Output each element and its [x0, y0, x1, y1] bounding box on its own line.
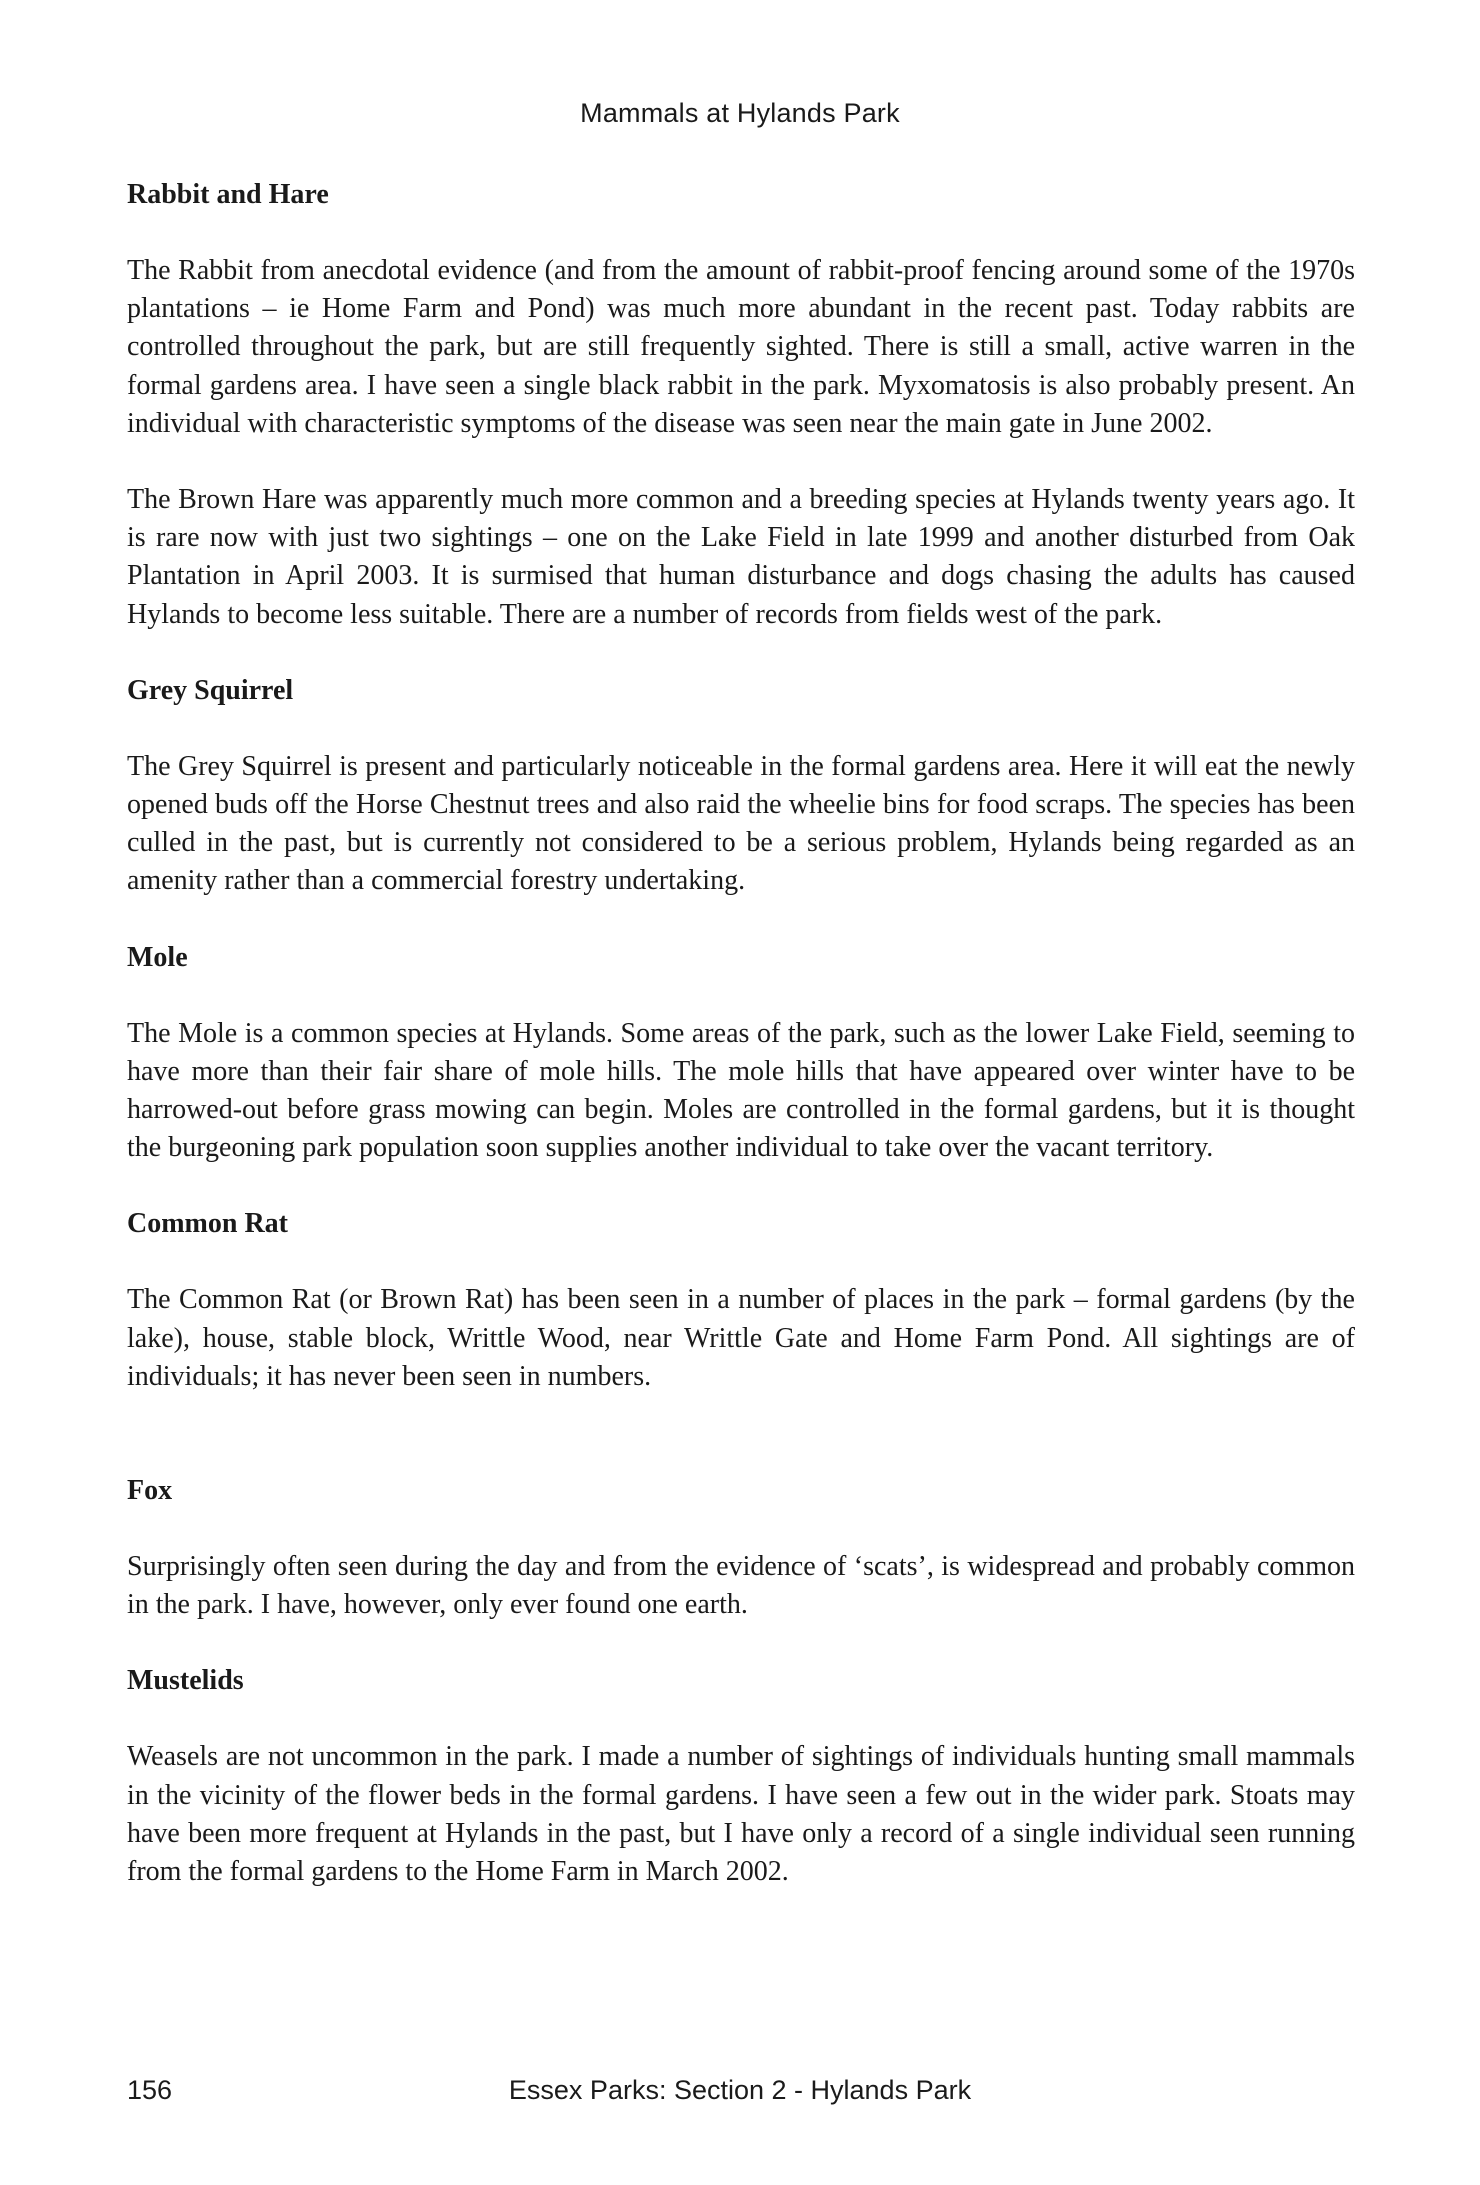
paragraph: Surprisingly often seen during the day and from the evidence of ‘scats’, is widespread and probably common in the park. I have, however, only ever found one earth.	[127, 1551, 1355, 1621]
section-grey-squirrel	[127, 672, 1355, 901]
section-heading: Fox	[127, 1475, 173, 1507]
section-common-rat	[127, 1205, 1355, 1396]
paragraph: The Common Rat (or Brown Rat) has been seen in a number of places in the park – formal gardens (by the lake), house, stable block, Writtle Wood, near Writtle Gate and Home Farm Pond. All sightings are of individuals; it has never been seen in numbers.	[127, 1284, 1355, 1392]
section-mustelids	[127, 1662, 1355, 1891]
page-body	[127, 176, 1355, 1929]
paragraph: The Brown Hare was apparently much more common and a breeding species at Hylands twenty years ago. It is rare now with just two sightings – one on the Lake Field in late 1999 and another disturbed from Oak Plantation in April 2003. It is surmised that human disturbance and dogs chasing the adults has caused Hylands to become less suitable. There are a number of records from fields west of the park.	[127, 484, 1355, 630]
paragraph: The Rabbit from anecdotal evidence (and from the amount of rabbit-proof fencing around some of the 1970s plantations – ie Home Farm and Pond) was much more abundant in the recent past. Today rabbits are controlled throughout the park, but are still frequently sighted. There is still a small, active warren in the formal gardens area. I have seen a single black rabbit in the park. Myxomatosis is also probably present. An individual with characteristic symptoms of the disease was seen near the main gate in June 2002.	[127, 255, 1355, 439]
paragraph: The Mole is a common species at Hylands. Some areas of the park, such as the lower Lake Field, seeming to have more than their fair share of mole hills. The mole hills that have appeared over winter have to be harrowed-out before grass mowing can begin. Moles are controlled in the formal gardens, but it is thought the burgeoning park population soon supplies another individual to take over the vacant territory.	[127, 1017, 1355, 1164]
paragraph: Weasels are not uncommon in the park. I made a number of sightings of individuals hunting small mammals in the vicinity of the flower beds in the formal gardens. I have seen a few out in the wider park. Stoats may have been more frequent at Hylands in the past, but I have only a record of a single individual seen running from the formal gardens to the Home Farm in March 2002.	[127, 1741, 1355, 1888]
footer-publication-title: Essex Parks: Section 2 - Hylands Park	[508, 2075, 972, 2105]
running-head: Mammals at Hylands Park	[580, 98, 900, 128]
section-heading: Common Rat	[127, 1208, 288, 1240]
section-heading: Mustelids	[127, 1665, 244, 1697]
section-rabbit-and-hare	[127, 176, 1355, 634]
section-mole	[127, 939, 1355, 1168]
section-fox	[127, 1472, 1355, 1624]
paragraph: The Grey Squirrel is present and particularly noticeable in the formal gardens area. Here it will eat the newly opened buds off the Horse Chestnut trees and also raid the wheelie bins for food scraps. The species has been culled in the past, but is currently not considered to be a serious problem, Hylands being regarded as an amenity rather than a commercial forestry undertaking.	[127, 750, 1355, 897]
section-heading: Grey Squirrel	[127, 674, 294, 706]
page-number: 156	[127, 2075, 173, 2105]
section-heading: Mole	[127, 941, 188, 973]
section-heading: Rabbit and Hare	[127, 179, 329, 210]
